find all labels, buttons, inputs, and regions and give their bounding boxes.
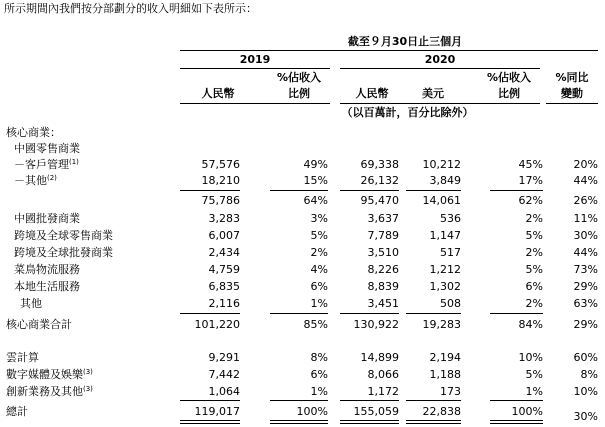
row-label: 菜鳥物流服務 bbox=[14, 263, 80, 276]
rule-2019-cols bbox=[180, 103, 330, 104]
subtotal-rule bbox=[340, 313, 399, 314]
row-label: 核心商業合計 bbox=[6, 318, 72, 331]
cell: 6% bbox=[310, 368, 328, 381]
subtotal-rule bbox=[406, 190, 461, 191]
cell: 100% bbox=[511, 405, 543, 418]
cell: 75,786 bbox=[201, 194, 240, 207]
cell: 3,637 bbox=[367, 212, 399, 225]
cell: 19,283 bbox=[422, 318, 461, 331]
cell: 3% bbox=[310, 212, 328, 225]
cell: 2% bbox=[525, 297, 543, 310]
col-pct-2020-l1: %佔收入 bbox=[486, 71, 532, 84]
cell: 5% bbox=[310, 229, 328, 242]
cell: 1,188 bbox=[429, 368, 461, 381]
cell: 95,470 bbox=[360, 194, 399, 207]
cell: 15% bbox=[303, 174, 328, 187]
double-rule bbox=[340, 420, 399, 424]
cell: 57,576 bbox=[201, 158, 240, 171]
cell: 517 bbox=[440, 246, 461, 259]
cell: 2,194 bbox=[429, 351, 461, 364]
double-rule bbox=[490, 420, 543, 424]
col-yoy-l2: 變動 bbox=[561, 87, 583, 100]
units-note: （以百萬計，百分比除外） bbox=[341, 106, 474, 119]
cell: 85% bbox=[303, 318, 328, 331]
cell: 100% bbox=[296, 405, 328, 418]
total-rule bbox=[270, 400, 328, 401]
period-header: 截至９月30日止三個月 bbox=[347, 35, 463, 48]
cell: 22,838 bbox=[422, 405, 461, 418]
cell: 1,302 bbox=[429, 280, 461, 293]
cell: 2,434 bbox=[208, 246, 240, 259]
cell: 17% bbox=[518, 174, 543, 187]
cell: 30% bbox=[573, 229, 598, 242]
rule-2019 bbox=[180, 68, 330, 69]
cell: 64% bbox=[303, 194, 328, 207]
cell: 5% bbox=[525, 229, 543, 242]
cell: 26% bbox=[573, 194, 598, 207]
row-label: 中國批發商業 bbox=[14, 212, 80, 225]
cell: 49% bbox=[303, 158, 328, 171]
cell: 9,291 bbox=[208, 351, 240, 364]
cell: 10% bbox=[518, 351, 543, 364]
section-core: 核心商業： bbox=[6, 126, 61, 139]
cell: 60% bbox=[573, 351, 598, 364]
cell: 1% bbox=[310, 385, 328, 398]
cell: 62% bbox=[518, 194, 543, 207]
subtotal-rule bbox=[490, 190, 543, 191]
cell: 101,220 bbox=[194, 318, 240, 331]
cell: 2% bbox=[310, 246, 328, 259]
cell: 508 bbox=[440, 297, 461, 310]
row-label: 本地生活服務 bbox=[14, 280, 80, 293]
cell: 11% bbox=[573, 212, 598, 225]
cell: 29% bbox=[573, 318, 598, 331]
row-label: －其他$^{(2)}$ bbox=[14, 174, 57, 187]
subtotal-rule bbox=[270, 190, 328, 191]
cell: 8% bbox=[310, 351, 328, 364]
cell: 3,510 bbox=[367, 246, 399, 259]
subtotal-rule bbox=[270, 313, 328, 314]
cell: 7,442 bbox=[208, 368, 240, 381]
cell: 44% bbox=[573, 174, 598, 187]
cell: 5% bbox=[525, 263, 543, 276]
cell: 1% bbox=[310, 297, 328, 310]
cell: 6% bbox=[310, 280, 328, 293]
subtotal-rule bbox=[180, 190, 240, 191]
cell: 6% bbox=[525, 280, 543, 293]
cell: 1,212 bbox=[429, 263, 461, 276]
cell: 4,759 bbox=[208, 263, 240, 276]
cell: 10% bbox=[573, 385, 598, 398]
cell: 20% bbox=[573, 158, 598, 171]
total-rule bbox=[490, 400, 543, 401]
total-rule bbox=[406, 400, 461, 401]
double-rule bbox=[406, 420, 461, 424]
cell: 1% bbox=[525, 385, 543, 398]
cell: 7,789 bbox=[367, 229, 399, 242]
cell: 2% bbox=[525, 212, 543, 225]
cell: 63% bbox=[573, 297, 598, 310]
year-2020: 2020 bbox=[424, 53, 456, 66]
cell: 84% bbox=[518, 318, 543, 331]
cell: 44% bbox=[573, 246, 598, 259]
row-label: 跨境及全球批發商業 bbox=[14, 246, 113, 259]
cell: 26,132 bbox=[360, 174, 399, 187]
cell: 30% bbox=[573, 410, 598, 423]
cell: 5% bbox=[525, 368, 543, 381]
cell: 1,172 bbox=[367, 385, 399, 398]
cell: 6,007 bbox=[208, 229, 240, 242]
rule-yoy-col bbox=[546, 103, 598, 104]
col-usd-2020: 美元 bbox=[422, 87, 444, 100]
cell: 8% bbox=[580, 368, 598, 381]
col-rmb-2019: 人民幣 bbox=[201, 87, 235, 100]
row-label: 雲計算 bbox=[6, 351, 39, 364]
total-rule bbox=[180, 400, 240, 401]
total-rule bbox=[340, 400, 399, 401]
row-label: 跨境及全球零售商業 bbox=[14, 229, 113, 242]
cell: 1,147 bbox=[429, 229, 461, 242]
header-rule bbox=[180, 50, 598, 51]
rule-2020 bbox=[340, 68, 540, 69]
row-label: 創新業務及其他$^{(3)}$ bbox=[6, 385, 93, 398]
col-rmb-2020: 人民幣 bbox=[355, 87, 389, 100]
cell: 14,899 bbox=[360, 351, 399, 364]
rule-2020-cols bbox=[340, 103, 540, 104]
cell: 29% bbox=[573, 280, 598, 293]
col-yoy-l1: %同比 bbox=[555, 71, 589, 84]
col-pct-2019-l2: 比例 bbox=[288, 87, 310, 100]
cell: 130,922 bbox=[353, 318, 399, 331]
cell: 6,835 bbox=[208, 280, 240, 293]
cell: 3,849 bbox=[429, 174, 461, 187]
cell: 2% bbox=[525, 246, 543, 259]
cell: 73% bbox=[573, 263, 598, 276]
intro-text: 所示期間內我們按分部劃分的收入明細如下表所示： bbox=[4, 2, 257, 15]
cell: 2,116 bbox=[208, 297, 240, 310]
col-pct-2019-l1: %佔收入 bbox=[276, 71, 322, 84]
double-rule bbox=[180, 420, 240, 424]
cell: 8,066 bbox=[367, 368, 399, 381]
col-pct-2020-l2: 比例 bbox=[498, 87, 520, 100]
double-rule bbox=[270, 420, 328, 424]
cell: 173 bbox=[440, 385, 461, 398]
cell: 18,210 bbox=[201, 174, 240, 187]
row-label: 其他 bbox=[20, 297, 42, 310]
subtotal-rule bbox=[340, 190, 399, 191]
cell: 10,212 bbox=[422, 158, 461, 171]
cell: 1,064 bbox=[208, 385, 240, 398]
row-label: －客戶管理$^{(1)}$ bbox=[14, 158, 79, 171]
row-label: 數字媒體及娛樂$^{(3)}$ bbox=[6, 368, 93, 381]
row-label: 總計 bbox=[6, 405, 28, 418]
cell: 69,338 bbox=[360, 158, 399, 171]
cell: 45% bbox=[518, 158, 543, 171]
subtotal-rule bbox=[406, 313, 461, 314]
subtotal-rule bbox=[180, 313, 240, 314]
cell: 14,061 bbox=[422, 194, 461, 207]
cell: 3,451 bbox=[367, 297, 399, 310]
subtotal-rule bbox=[490, 313, 543, 314]
cell: 8,839 bbox=[367, 280, 399, 293]
cell: 4% bbox=[310, 263, 328, 276]
cell: 155,059 bbox=[353, 405, 399, 418]
cell: 119,017 bbox=[194, 405, 240, 418]
cell: 536 bbox=[440, 212, 461, 225]
section-china-retail: 中國零售商業 bbox=[14, 142, 80, 155]
cell: 3,283 bbox=[208, 212, 240, 225]
year-2019: 2019 bbox=[239, 53, 271, 66]
cell: 8,226 bbox=[367, 263, 399, 276]
